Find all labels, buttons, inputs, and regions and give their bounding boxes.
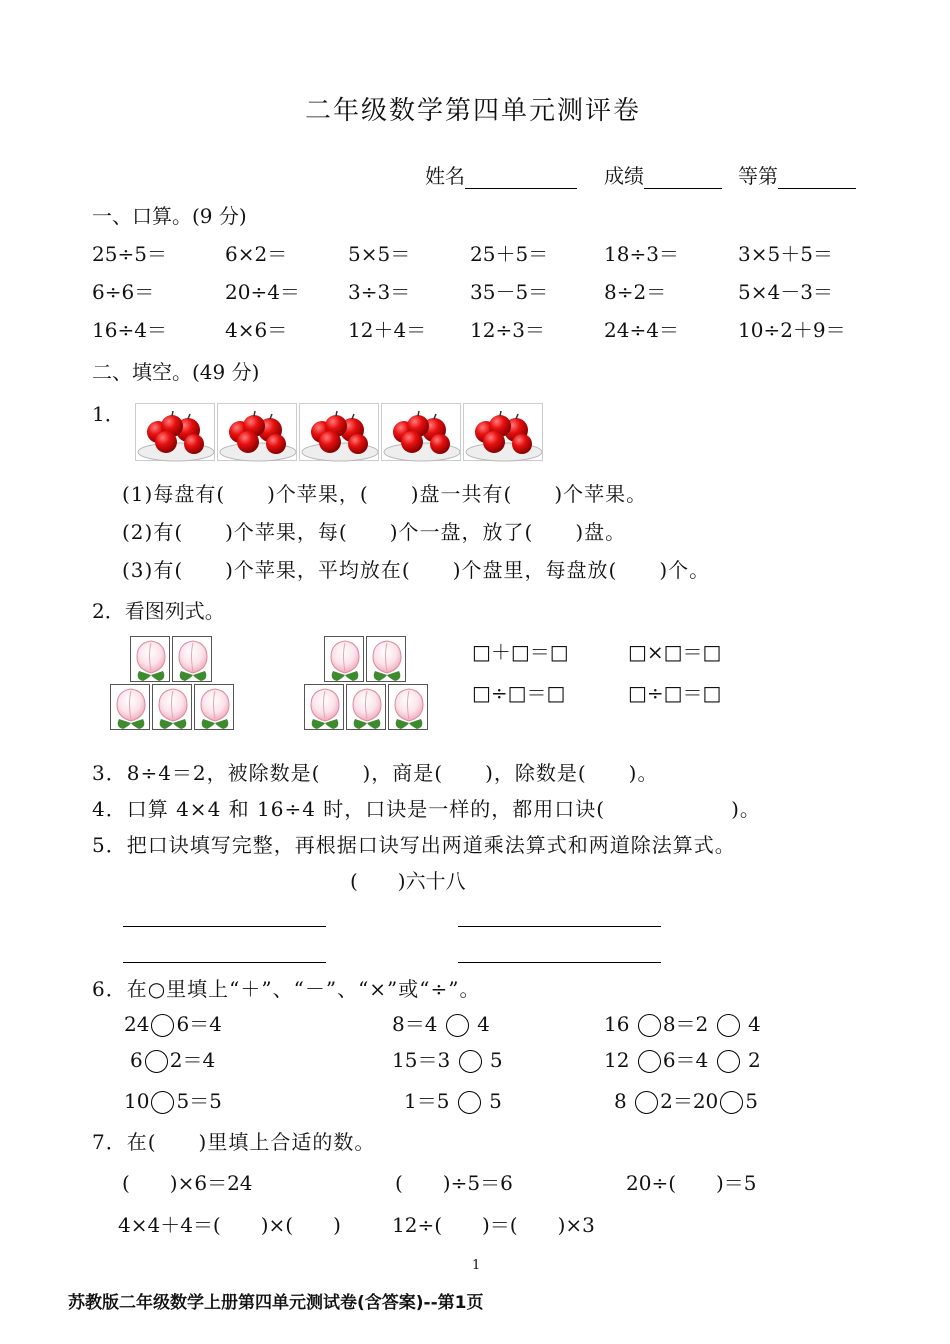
- oral-item: 24÷4＝: [604, 318, 679, 342]
- q6-text: 5: [745, 1089, 759, 1113]
- oral-item: 25＋5＝: [470, 242, 549, 266]
- q6-text: 5: [489, 1089, 502, 1113]
- q1-sub3: (3)有( )个苹果，平均放在( )个盘里，每盘放( )个。: [122, 558, 711, 582]
- apple-plate: [217, 403, 297, 461]
- q6-item: [604, 1008, 761, 1037]
- operator-circle[interactable]: [145, 1050, 168, 1073]
- oral-item: 5×4－3＝: [738, 280, 833, 304]
- q6-text: 8＝4: [392, 1012, 438, 1036]
- oral-item: 20÷4＝: [225, 280, 300, 304]
- q6-text: 5＝5: [176, 1089, 222, 1113]
- q7-label: 7．在( )里填上合适的数。: [92, 1130, 376, 1154]
- operator-circle[interactable]: [638, 1050, 661, 1073]
- q6-item: [124, 1085, 222, 1114]
- q3: 3．8÷4＝2，被除数是( )，商是( )，除数是( )。: [92, 761, 659, 785]
- q6-text: 6＝4: [176, 1012, 222, 1036]
- q4: 4．口算 4×4 和 16÷4 时，口诀是一样的，都用口诀( )。: [92, 797, 761, 821]
- peach: [194, 684, 234, 730]
- oral-item: 6×2＝: [225, 242, 288, 266]
- section1-heading: 一、口算。(9 分): [92, 204, 247, 228]
- q6-label: 6．在○里填上“＋”、“－”、“×”或“÷”。: [92, 977, 481, 1001]
- q6-text: 2＝20: [660, 1089, 719, 1113]
- operator-circle[interactable]: [720, 1091, 743, 1114]
- apple-plate: [135, 403, 215, 461]
- peach: [366, 636, 406, 682]
- q6-text: 1＝5: [404, 1089, 450, 1113]
- peach-group-left: [110, 636, 236, 732]
- q6-text: 10: [124, 1089, 150, 1113]
- operator-circle[interactable]: [151, 1014, 174, 1037]
- apple-plate: [463, 403, 543, 461]
- q6-text: 6: [130, 1048, 143, 1072]
- grade-field: [738, 160, 856, 189]
- q6-text: 6＝4: [662, 1048, 709, 1072]
- q6-item: [130, 1044, 215, 1073]
- oral-item: 35－5＝: [470, 280, 549, 304]
- peach-group-right: [304, 636, 430, 732]
- grade-label: 等第: [738, 164, 778, 188]
- oral-item: 10÷2＋9＝: [738, 318, 846, 342]
- q6-text: 2: [747, 1048, 761, 1072]
- q7-item: ( )×6＝24: [122, 1171, 253, 1195]
- q6-text: 24: [124, 1012, 150, 1036]
- q6-text: 8＝2: [662, 1012, 709, 1036]
- peach: [388, 684, 428, 730]
- score-blank[interactable]: [644, 168, 722, 189]
- q6-text: 16: [604, 1012, 630, 1036]
- peach: [110, 684, 150, 730]
- q6-item: [604, 1044, 761, 1073]
- operator-circle[interactable]: [446, 1014, 469, 1037]
- q2-formula: □÷□＝□: [628, 681, 722, 705]
- name-label: 姓名: [425, 164, 465, 188]
- oral-item: 25÷5＝: [92, 242, 167, 266]
- q5: 5．把口诀填写完整，再根据口诀写出两道乘法算式和两道除法算式。: [92, 833, 736, 857]
- peach: [324, 636, 364, 682]
- answer-line[interactable]: [123, 926, 326, 927]
- operator-circle[interactable]: [638, 1014, 661, 1037]
- oral-item: 12÷3＝: [470, 318, 545, 342]
- name-blank[interactable]: [465, 168, 577, 189]
- q1-sub1: (1)每盘有( )个苹果，( )盘一共有( )个苹果。: [122, 482, 648, 506]
- peach: [304, 684, 344, 730]
- section2-heading: 二、填空。(49 分): [92, 360, 260, 384]
- peach: [152, 684, 192, 730]
- q2-formula: □÷□＝□: [472, 681, 566, 705]
- q2-formula: □×□＝□: [628, 640, 722, 664]
- oral-item: 5×5＝: [348, 242, 411, 266]
- peach: [172, 636, 212, 682]
- oral-item: 12＋4＝: [348, 318, 427, 342]
- footer-caption: 苏教版二年级数学上册第四单元测试卷(含答案)--第1页: [68, 1293, 484, 1313]
- q6-item: [404, 1085, 502, 1114]
- q1-number: 1．: [92, 402, 125, 426]
- operator-circle[interactable]: [458, 1091, 481, 1114]
- q2-label: 2．看图列式。: [92, 599, 225, 623]
- page-number: 1: [472, 1258, 481, 1273]
- operator-circle[interactable]: [635, 1091, 658, 1114]
- apple-plates-image: [135, 403, 543, 463]
- q6-item: [392, 1044, 503, 1073]
- q6-text: 5: [489, 1048, 503, 1072]
- answer-line[interactable]: [123, 962, 326, 963]
- q6-item: [614, 1085, 758, 1114]
- q2-formula: □＋□＝□: [472, 640, 569, 664]
- peach: [346, 684, 386, 730]
- q7-item: 12÷( )＝( )×3: [392, 1213, 595, 1237]
- operator-circle[interactable]: [717, 1014, 740, 1037]
- grade-blank[interactable]: [778, 168, 856, 189]
- peach: [130, 636, 170, 682]
- oral-item: 4×6＝: [225, 318, 288, 342]
- oral-item: 3×5＋5＝: [738, 242, 833, 266]
- answer-line[interactable]: [458, 926, 661, 927]
- oral-item: 6÷6＝: [92, 280, 155, 304]
- q6-text: 4: [477, 1012, 490, 1036]
- apple-plate: [381, 403, 461, 461]
- answer-line[interactable]: [458, 962, 661, 963]
- q6-item: [124, 1008, 222, 1037]
- oral-item: 3÷3＝: [348, 280, 411, 304]
- name-field: [425, 160, 577, 189]
- q6-text: 2＝4: [169, 1048, 216, 1072]
- q5-formula: ( )六十八: [350, 869, 466, 893]
- q6-item: [392, 1008, 490, 1037]
- q7-item: 20÷( )＝5: [626, 1171, 757, 1195]
- operator-circle[interactable]: [459, 1050, 482, 1073]
- q6-text: 4: [747, 1012, 761, 1036]
- q7-item: ( )÷5＝6: [395, 1171, 513, 1195]
- score-field: [604, 160, 722, 189]
- oral-item: 16÷4＝: [92, 318, 167, 342]
- operator-circle[interactable]: [151, 1091, 174, 1114]
- q6-text: 15＝3: [392, 1048, 451, 1072]
- score-label: 成绩: [604, 164, 644, 188]
- oral-item: 18÷3＝: [604, 242, 679, 266]
- page-title: 二年级数学第四单元测评卷: [305, 96, 642, 126]
- oral-item: 8÷2＝: [604, 280, 667, 304]
- q1-sub2: (2)有( )个苹果，每( )个一盘，放了( )盘。: [122, 520, 627, 544]
- operator-circle[interactable]: [717, 1050, 740, 1073]
- apple-plate: [299, 403, 379, 461]
- q6-text: 12: [604, 1048, 630, 1072]
- q6-text: 8: [614, 1089, 627, 1113]
- q7-item: 4×4＋4＝( )×( ): [118, 1213, 341, 1237]
